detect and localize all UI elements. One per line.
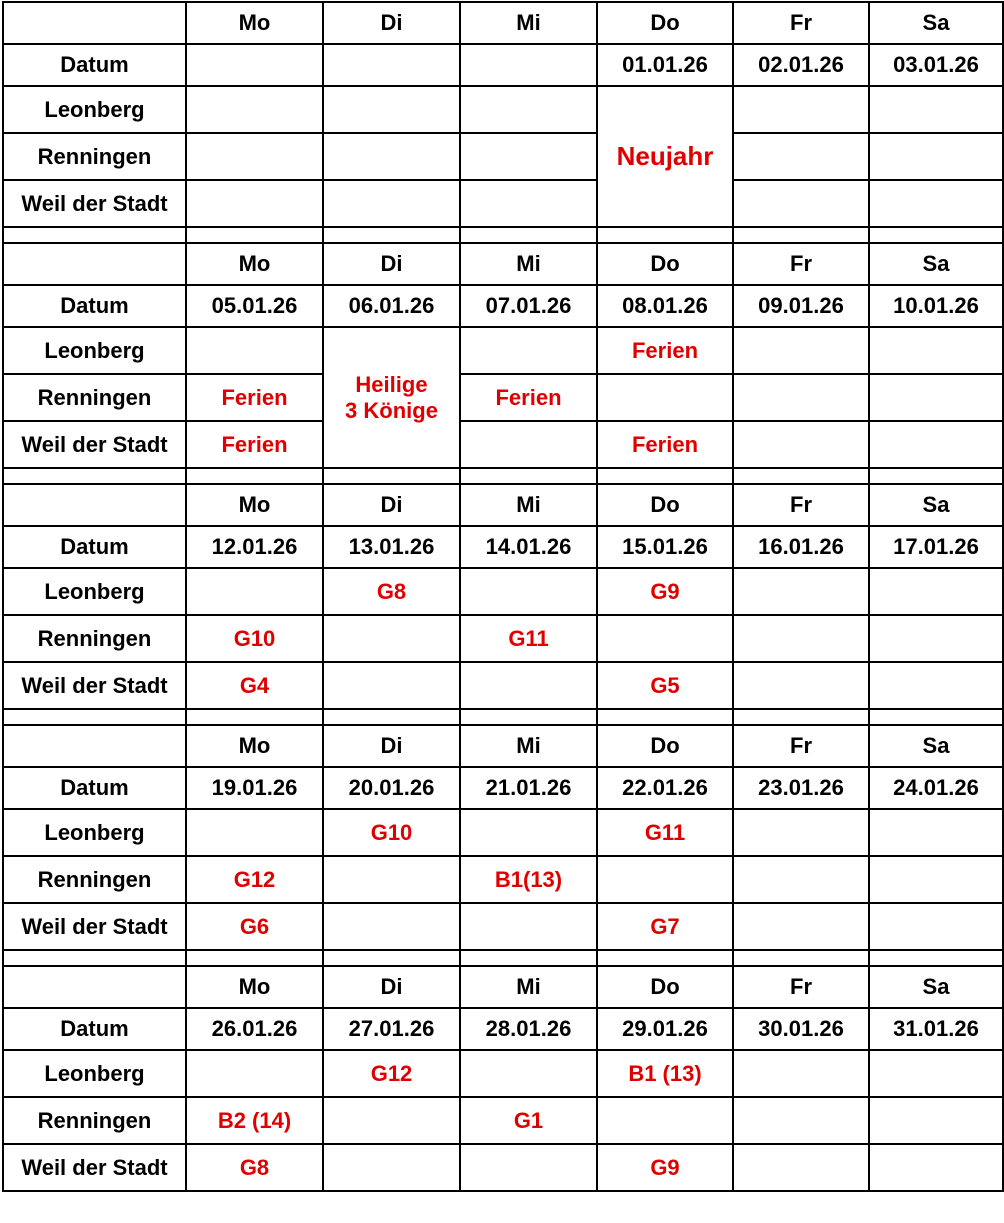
schedule-cell xyxy=(733,1144,869,1191)
schedule-cell xyxy=(460,86,597,133)
corner-cell xyxy=(3,243,186,285)
date-cell: 07.01.26 xyxy=(460,285,597,327)
schedule-entry: G9 xyxy=(597,1144,733,1191)
schedule-cell xyxy=(733,568,869,615)
date-cell: 16.01.26 xyxy=(733,526,869,568)
schedule-cell xyxy=(733,615,869,662)
date-cell: 20.01.26 xyxy=(323,767,460,809)
schedule-cell xyxy=(869,615,1003,662)
date-cell: 21.01.26 xyxy=(460,767,597,809)
date-cell: 22.01.26 xyxy=(597,767,733,809)
date-row xyxy=(3,44,1003,86)
schedule-cell xyxy=(323,856,460,903)
row-label-datum: Datum xyxy=(3,1008,186,1050)
weekday-do: Do xyxy=(597,484,733,526)
schedule-entry: Ferien xyxy=(597,327,733,374)
schedule-entry: G4 xyxy=(186,662,323,709)
corner-cell xyxy=(3,484,186,526)
schedule-cell xyxy=(460,327,597,374)
date-cell: 29.01.26 xyxy=(597,1008,733,1050)
schedule-cell xyxy=(323,615,460,662)
date-row xyxy=(3,1008,1003,1050)
date-cell: 12.01.26 xyxy=(186,526,323,568)
weekday-di: Di xyxy=(323,2,460,44)
location-row-leonberg xyxy=(3,809,1003,856)
location-row-leonberg xyxy=(3,1050,1003,1097)
schedule-cell xyxy=(869,180,1003,227)
row-label-weil: Weil der Stadt xyxy=(3,421,186,468)
location-row-renningen xyxy=(3,133,1003,180)
weekday-do: Do xyxy=(597,725,733,767)
schedule-cell xyxy=(869,662,1003,709)
schedule-cell xyxy=(186,133,323,180)
schedule-entry: Ferien xyxy=(597,421,733,468)
row-label-leonberg: Leonberg xyxy=(3,86,186,133)
location-row-renningen xyxy=(3,1097,1003,1144)
schedule-cell xyxy=(869,903,1003,950)
schedule-entry: G10 xyxy=(323,809,460,856)
row-label-renningen: Renningen xyxy=(3,374,186,421)
schedule-cell xyxy=(460,662,597,709)
location-row-renningen xyxy=(3,615,1003,662)
weekday-di: Di xyxy=(323,966,460,1008)
schedule-cell xyxy=(869,809,1003,856)
schedule-cell xyxy=(733,856,869,903)
location-row-weil xyxy=(3,662,1003,709)
weekday-di: Di xyxy=(323,243,460,285)
date-cell: 15.01.26 xyxy=(597,526,733,568)
weekday-mo: Mo xyxy=(186,484,323,526)
schedule-entry: B1 (13) xyxy=(597,1050,733,1097)
schedule-cell xyxy=(733,180,869,227)
holiday-line: Heilige xyxy=(355,371,428,397)
schedule-cell xyxy=(869,421,1003,468)
location-row-renningen xyxy=(3,856,1003,903)
schedule-entry: G7 xyxy=(597,903,733,950)
schedule-cell xyxy=(733,1097,869,1144)
schedule-entry: G8 xyxy=(186,1144,323,1191)
row-label-leonberg: Leonberg xyxy=(3,568,186,615)
weekday-do: Do xyxy=(597,966,733,1008)
location-row-weil xyxy=(3,421,1003,468)
schedule-cell xyxy=(323,1144,460,1191)
weekday-mi: Mi xyxy=(460,725,597,767)
schedule-cell xyxy=(186,180,323,227)
weekday-di: Di xyxy=(323,484,460,526)
weekday-do: Do xyxy=(597,2,733,44)
location-row-weil xyxy=(3,903,1003,950)
date-cell xyxy=(460,44,597,86)
schedule-cell xyxy=(323,662,460,709)
schedule-cell xyxy=(733,374,869,421)
schedule-cell xyxy=(186,1050,323,1097)
weekday-header-row xyxy=(3,725,1003,767)
schedule-cell xyxy=(323,86,460,133)
row-label-weil: Weil der Stadt xyxy=(3,180,186,227)
schedule-entry: G1 xyxy=(460,1097,597,1144)
date-cell: 14.01.26 xyxy=(460,526,597,568)
weekday-sa: Sa xyxy=(869,725,1003,767)
date-cell: 08.01.26 xyxy=(597,285,733,327)
date-row xyxy=(3,526,1003,568)
holiday-cell: Neujahr xyxy=(597,86,733,227)
date-cell: 27.01.26 xyxy=(323,1008,460,1050)
date-cell: 06.01.26 xyxy=(323,285,460,327)
schedule-cell xyxy=(869,568,1003,615)
schedule-cell xyxy=(186,86,323,133)
schedule-cell xyxy=(869,86,1003,133)
schedule-cell xyxy=(733,327,869,374)
schedule-cell xyxy=(869,1144,1003,1191)
schedule-cell xyxy=(460,903,597,950)
row-label-renningen: Renningen xyxy=(3,133,186,180)
schedule-cell xyxy=(460,133,597,180)
row-label-leonberg: Leonberg xyxy=(3,327,186,374)
schedule-cell xyxy=(597,1097,733,1144)
schedule-cell xyxy=(733,133,869,180)
schedule-cell xyxy=(460,1050,597,1097)
schedule-entry: Ferien xyxy=(460,374,597,421)
date-cell: 09.01.26 xyxy=(733,285,869,327)
holiday-cell xyxy=(323,327,460,468)
schedule-cell xyxy=(597,374,733,421)
schedule-cell xyxy=(597,856,733,903)
schedule-cell xyxy=(323,1097,460,1144)
schedule-cell xyxy=(460,809,597,856)
weekday-mi: Mi xyxy=(460,2,597,44)
schedule-cell xyxy=(597,615,733,662)
row-label-renningen: Renningen xyxy=(3,615,186,662)
weekday-di: Di xyxy=(323,725,460,767)
weekday-header-row xyxy=(3,243,1003,285)
date-cell: 24.01.26 xyxy=(869,767,1003,809)
weekday-mi: Mi xyxy=(460,484,597,526)
row-label-datum: Datum xyxy=(3,767,186,809)
schedule-cell xyxy=(186,568,323,615)
date-cell: 30.01.26 xyxy=(733,1008,869,1050)
location-row-renningen xyxy=(3,374,1003,421)
row-label-datum: Datum xyxy=(3,285,186,327)
weekday-mo: Mo xyxy=(186,966,323,1008)
schedule-entry: G6 xyxy=(186,903,323,950)
weekday-sa: Sa xyxy=(869,484,1003,526)
schedule-entry: G9 xyxy=(597,568,733,615)
date-cell: 10.01.26 xyxy=(869,285,1003,327)
schedule-cell xyxy=(323,180,460,227)
schedule-cell xyxy=(323,133,460,180)
date-cell xyxy=(323,44,460,86)
week-separator xyxy=(3,950,1003,966)
schedule-entry: G8 xyxy=(323,568,460,615)
weekday-sa: Sa xyxy=(869,2,1003,44)
corner-cell xyxy=(3,725,186,767)
schedule-cell xyxy=(460,568,597,615)
location-row-weil xyxy=(3,180,1003,227)
row-label-weil: Weil der Stadt xyxy=(3,903,186,950)
weekday-fr: Fr xyxy=(733,966,869,1008)
weekday-header-row xyxy=(3,484,1003,526)
row-label-datum: Datum xyxy=(3,44,186,86)
location-row-leonberg xyxy=(3,86,1003,133)
location-row-leonberg xyxy=(3,327,1003,374)
date-row xyxy=(3,767,1003,809)
weekday-fr: Fr xyxy=(733,2,869,44)
row-label-renningen: Renningen xyxy=(3,1097,186,1144)
schedule-cell xyxy=(869,1097,1003,1144)
date-cell xyxy=(186,44,323,86)
schedule-cell xyxy=(733,421,869,468)
corner-cell xyxy=(3,2,186,44)
schedule-entry: B2 (14) xyxy=(186,1097,323,1144)
weekday-header-row xyxy=(3,2,1003,44)
date-cell: 02.01.26 xyxy=(733,44,869,86)
weekday-mi: Mi xyxy=(460,243,597,285)
weekday-do: Do xyxy=(597,243,733,285)
week-separator xyxy=(3,227,1003,243)
corner-cell xyxy=(3,966,186,1008)
row-label-weil: Weil der Stadt xyxy=(3,662,186,709)
schedule-entry: G11 xyxy=(460,615,597,662)
schedule-cell xyxy=(869,374,1003,421)
weekday-sa: Sa xyxy=(869,966,1003,1008)
schedule-entry: Ferien xyxy=(186,374,323,421)
schedule-entry: G12 xyxy=(186,856,323,903)
schedule-entry: G11 xyxy=(597,809,733,856)
schedule-entry: B1(13) xyxy=(460,856,597,903)
schedule-cell xyxy=(733,809,869,856)
location-row-leonberg xyxy=(3,568,1003,615)
schedule-entry: G12 xyxy=(323,1050,460,1097)
schedule-table xyxy=(2,1,1004,1192)
weekday-fr: Fr xyxy=(733,484,869,526)
weekday-mo: Mo xyxy=(186,243,323,285)
weekday-sa: Sa xyxy=(869,243,1003,285)
row-label-leonberg: Leonberg xyxy=(3,1050,186,1097)
week-separator xyxy=(3,709,1003,725)
date-cell: 05.01.26 xyxy=(186,285,323,327)
schedule-cell xyxy=(460,421,597,468)
schedule-cell xyxy=(733,1050,869,1097)
schedule-cell xyxy=(733,86,869,133)
row-label-leonberg: Leonberg xyxy=(3,809,186,856)
date-cell: 03.01.26 xyxy=(869,44,1003,86)
schedule-cell xyxy=(460,1144,597,1191)
date-cell: 13.01.26 xyxy=(323,526,460,568)
date-cell: 19.01.26 xyxy=(186,767,323,809)
location-row-weil xyxy=(3,1144,1003,1191)
schedule-cell xyxy=(733,662,869,709)
weekday-fr: Fr xyxy=(733,243,869,285)
schedule-entry: G5 xyxy=(597,662,733,709)
date-cell: 31.01.26 xyxy=(869,1008,1003,1050)
week-separator xyxy=(3,468,1003,484)
date-cell: 26.01.26 xyxy=(186,1008,323,1050)
schedule-cell xyxy=(869,327,1003,374)
schedule-cell xyxy=(869,1050,1003,1097)
schedule-entry: G10 xyxy=(186,615,323,662)
row-label-renningen: Renningen xyxy=(3,856,186,903)
schedule-cell xyxy=(186,327,323,374)
schedule-cell xyxy=(323,903,460,950)
weekday-mo: Mo xyxy=(186,725,323,767)
row-label-datum: Datum xyxy=(3,526,186,568)
weekday-header-row xyxy=(3,966,1003,1008)
date-cell: 23.01.26 xyxy=(733,767,869,809)
weekday-mi: Mi xyxy=(460,966,597,1008)
weekday-mo: Mo xyxy=(186,2,323,44)
schedule-entry: Ferien xyxy=(186,421,323,468)
schedule-cell xyxy=(869,856,1003,903)
row-label-weil: Weil der Stadt xyxy=(3,1144,186,1191)
schedule-cell xyxy=(460,180,597,227)
schedule-cell xyxy=(186,809,323,856)
weekday-fr: Fr xyxy=(733,725,869,767)
schedule-cell xyxy=(869,133,1003,180)
date-cell: 28.01.26 xyxy=(460,1008,597,1050)
date-cell: 01.01.26 xyxy=(597,44,733,86)
holiday-line: 3 Könige xyxy=(345,397,438,423)
date-cell: 17.01.26 xyxy=(869,526,1003,568)
schedule-cell xyxy=(733,903,869,950)
date-row xyxy=(3,285,1003,327)
